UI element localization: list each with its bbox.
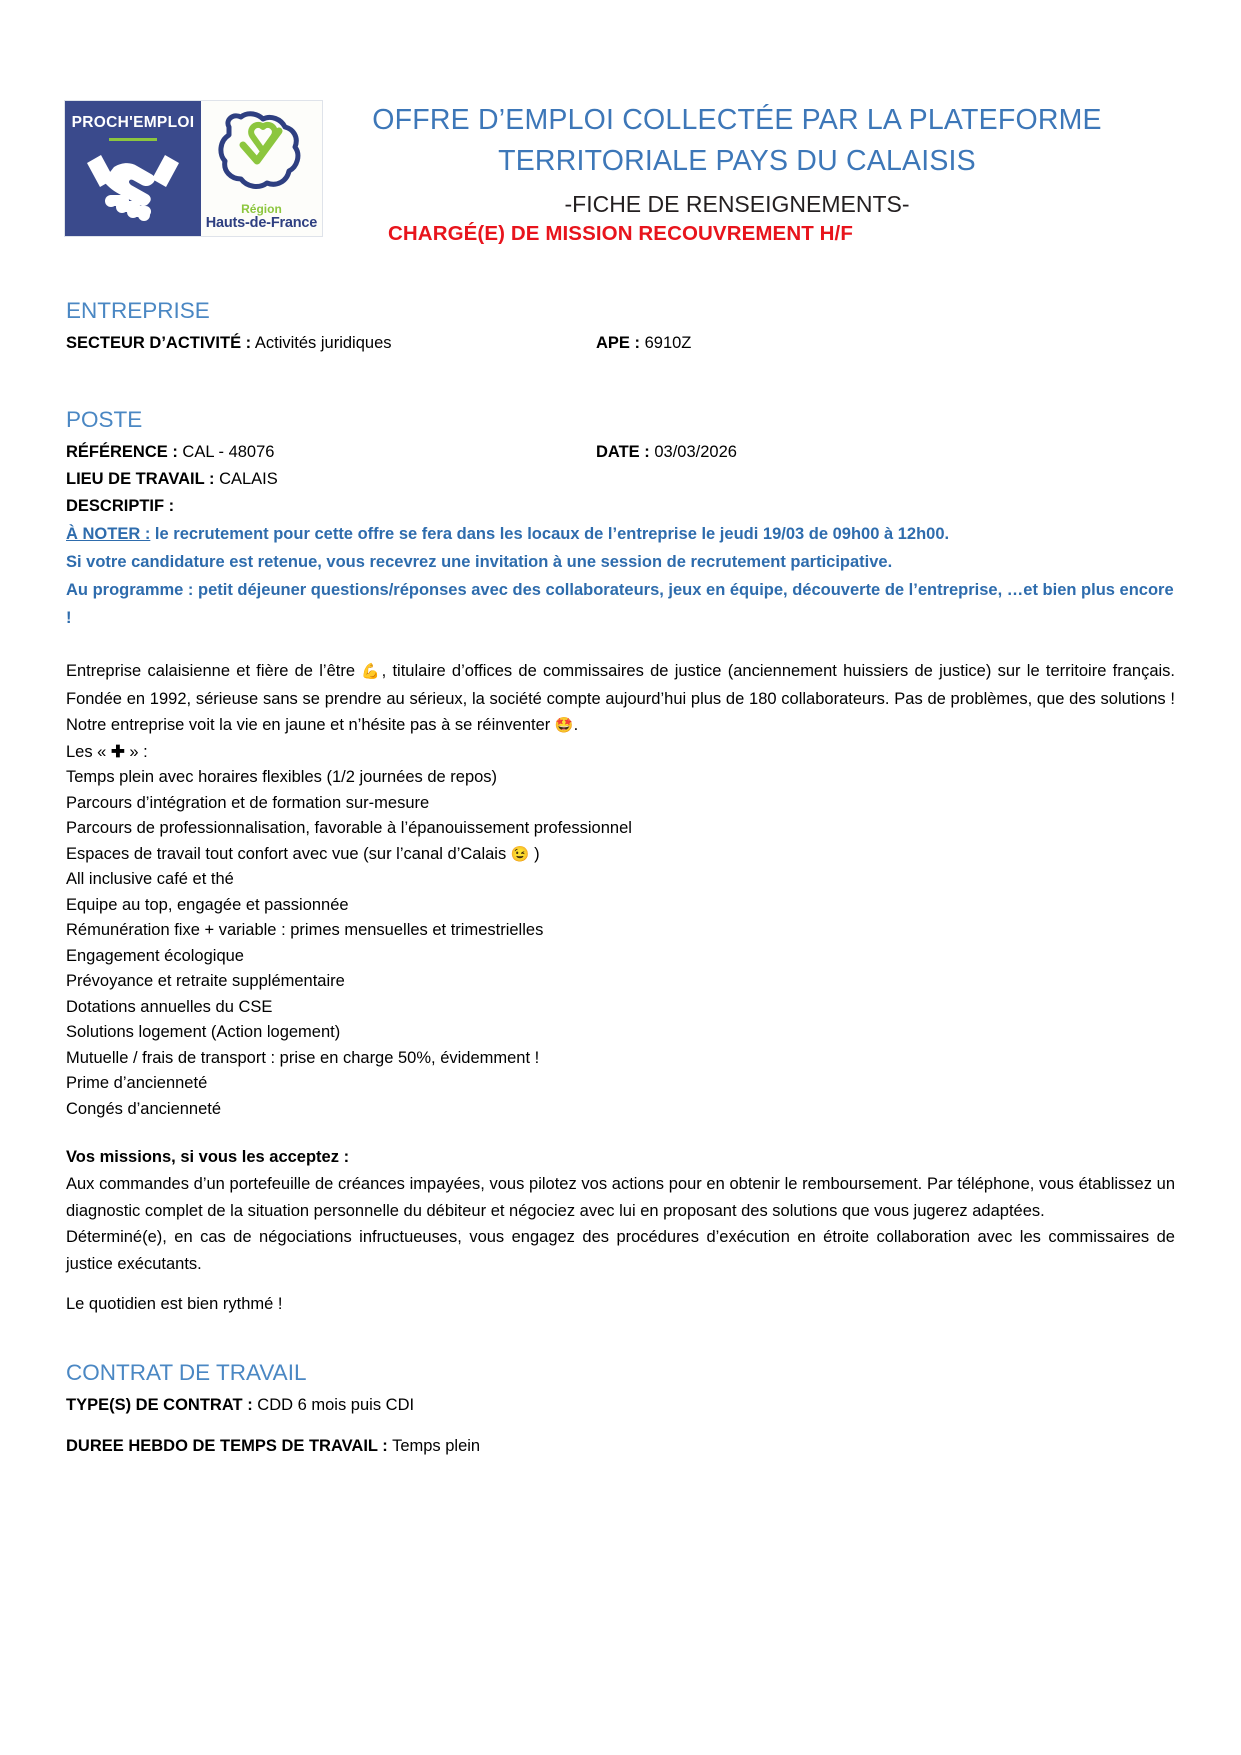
contrat-type-value: CDD 6 mois puis CDI — [252, 1396, 415, 1414]
contrat-duree-label: DUREE HEBDO DE TEMPS DE TRAVAIL : — [66, 1437, 388, 1455]
reference-label: RÉFÉRENCE : — [66, 443, 178, 461]
job-title: CHARGÉ(E) DE MISSION RECOUVREMENT H/F — [388, 222, 853, 245]
office-part-1: Espaces de travail tout confort avec vue (sur l’canal d’Calais — [66, 844, 511, 863]
spacer — [66, 1122, 1175, 1144]
header-subtitle: -FICHE DE RENSEIGNEMENTS- — [564, 191, 910, 217]
list-item: Prévoyance et retraite supplémentaire — [66, 972, 345, 990]
date-field — [596, 439, 1175, 466]
descriptif-label-text: DESCRIPTIF : — [66, 497, 175, 515]
list-item: Equipe au top, engagée et passionnée — [66, 895, 349, 914]
flexed-biceps-emoji: 💪 — [361, 663, 382, 680]
advantages-intro — [66, 740, 1175, 766]
logo-region-label: Région — [241, 202, 282, 216]
secteur-field — [66, 330, 596, 357]
advantages-intro-suffix: » : — [124, 742, 148, 761]
descriptif-label — [66, 493, 1175, 520]
contrat-duree-value: Temps plein — [387, 1437, 481, 1455]
intro-part-2: , titulaire d’offices de commissaires de justice (anciennement huissiers de justice) sur le territoire français. Fondée en 1992, sérieuse sans se prendre au sérieux, la société compte aujourd’hui plus de 180 collaborateurs. Pas de problèmes, que des solutions ! Notre entreprise voit la vie en jaune et n’hésite pas à se réinventer — [66, 662, 1176, 734]
proch-emploi-logo — [64, 100, 323, 237]
lieu-field — [66, 466, 1175, 493]
date-label: DATE : — [596, 443, 650, 461]
logo-right-panel — [201, 101, 322, 236]
header-text-block — [323, 100, 1161, 224]
intro-paragraph — [66, 658, 1175, 740]
office-part-2: ) — [529, 844, 540, 863]
section-heading-contrat: CONTRAT DE TRAVAIL — [66, 1360, 307, 1385]
hauts-de-france-map-icon — [207, 107, 315, 202]
missions-paragraph-1: Aux commandes d’un portefeuille de créances impayées, vous pilotez vos actions pour en obtenir le remboursement. Par téléphone, vous établissez un diagnostic complet de la situation personnelle du débiteur et négociez avec lui en proposant des solutions que vous jugerez adaptées. — [66, 1175, 1175, 1220]
date-value: 03/03/2026 — [649, 443, 737, 461]
list-item: All inclusive café et thé — [66, 870, 234, 888]
contrat-type-label: TYPE(S) DE CONTRAT : — [66, 1396, 253, 1414]
logo-wordmark: PROCH'EMPLOI — [71, 114, 195, 131]
ape-value: 6910Z — [640, 334, 692, 352]
secteur-label: SECTEUR D’ACTIVITÉ : — [66, 334, 252, 352]
contrat-duree-field — [66, 1433, 1175, 1460]
winking-face-emoji: 😉 — [510, 845, 530, 863]
star-struck-emoji: 🤩 — [554, 717, 574, 734]
notice-line1-rest: le recrutement pour cette offre se fera dans les locaux de l’entreprise le jeudi 19/03 de 09h00 à 12h00. — [150, 525, 950, 543]
spacer — [66, 1277, 1175, 1291]
notice-line-1 — [66, 520, 1175, 548]
handshake-icon — [81, 149, 185, 228]
missions-paragraph-2: Déterminé(e), en cas de négociations infructueuses, vous engagez des procédures d’exécution en étroite collaboration avec les commissaires de justice exécutants. — [66, 1228, 1175, 1273]
ape-field — [596, 330, 1175, 357]
lieu-value: CALAIS — [214, 470, 278, 488]
reference-value: CAL - 48076 — [177, 443, 275, 461]
list-item: Congés d’ancienneté — [66, 1099, 222, 1118]
list-item: Solutions logement (Action logement) — [66, 1023, 341, 1041]
logo-left-panel — [65, 101, 201, 236]
missions-closing: Le quotidien est bien rythmé ! — [66, 1295, 283, 1313]
document-header — [0, 0, 1241, 231]
list-item: Mutuelle / frais de transport : prise en charge 50%, évidemment ! — [66, 1048, 540, 1067]
notice-block — [66, 520, 1175, 632]
list-item: Parcours d’intégration et de formation sur-mesure — [66, 793, 430, 812]
poste-row-reference — [66, 439, 1175, 466]
ape-label: APE : — [596, 334, 641, 352]
list-item-office — [66, 842, 1175, 868]
notice-line-3: Au programme : petit déjeuner questions/réponses avec des collaborateurs, jeux en équipe, découverte de l’entreprise, …et bien plus encore ! — [66, 581, 1174, 627]
list-item: Temps plein avec horaires flexibles (1/2 journées de repos) — [66, 768, 498, 786]
spacer — [66, 1419, 1175, 1433]
header-title-line2: TERRITORIALE PAYS DU CALAISIS — [498, 145, 976, 177]
contrat-type-field — [66, 1392, 1175, 1419]
logo-underline-rule — [109, 138, 157, 141]
list-item: Prime d’ancienneté — [66, 1074, 208, 1092]
document-content — [0, 296, 1241, 1460]
header-title-line1: OFFRE D’EMPLOI COLLECTÉE PAR LA PLATEFORME — [372, 104, 1102, 136]
notice-line-2: Si votre candidature est retenue, vous recevrez une invitation à une session de recrutement participative. — [66, 553, 893, 571]
reference-field — [66, 439, 596, 466]
list-item: Engagement écologique — [66, 946, 244, 965]
list-item: Dotations annuelles du CSE — [66, 997, 273, 1016]
list-item: Rémunération fixe + variable : primes mensuelles et trimestrielles — [66, 921, 544, 939]
section-heading-entreprise: ENTREPRISE — [66, 298, 210, 323]
list-item: Parcours de professionnalisation, favorable à l’épanouissement professionnel — [66, 819, 632, 837]
missions-heading: Vos missions, si vous les acceptez : — [66, 1148, 350, 1166]
logo-region-name: Hauts-de-France — [205, 215, 318, 231]
notice-prefix: À NOTER : — [66, 525, 151, 543]
lieu-label: LIEU DE TRAVAIL : — [66, 470, 215, 488]
section-heading-poste: POSTE — [66, 407, 143, 432]
secteur-value: Activités juridiques — [251, 334, 392, 352]
plus-cross-icon: ✚ — [110, 742, 125, 761]
intro-part-1: Entreprise calaisienne et fière de l’être — [66, 662, 362, 680]
intro-part-3: . — [573, 716, 579, 734]
advantages-intro-prefix: Les « — [66, 742, 111, 761]
entreprise-row — [66, 330, 1175, 357]
